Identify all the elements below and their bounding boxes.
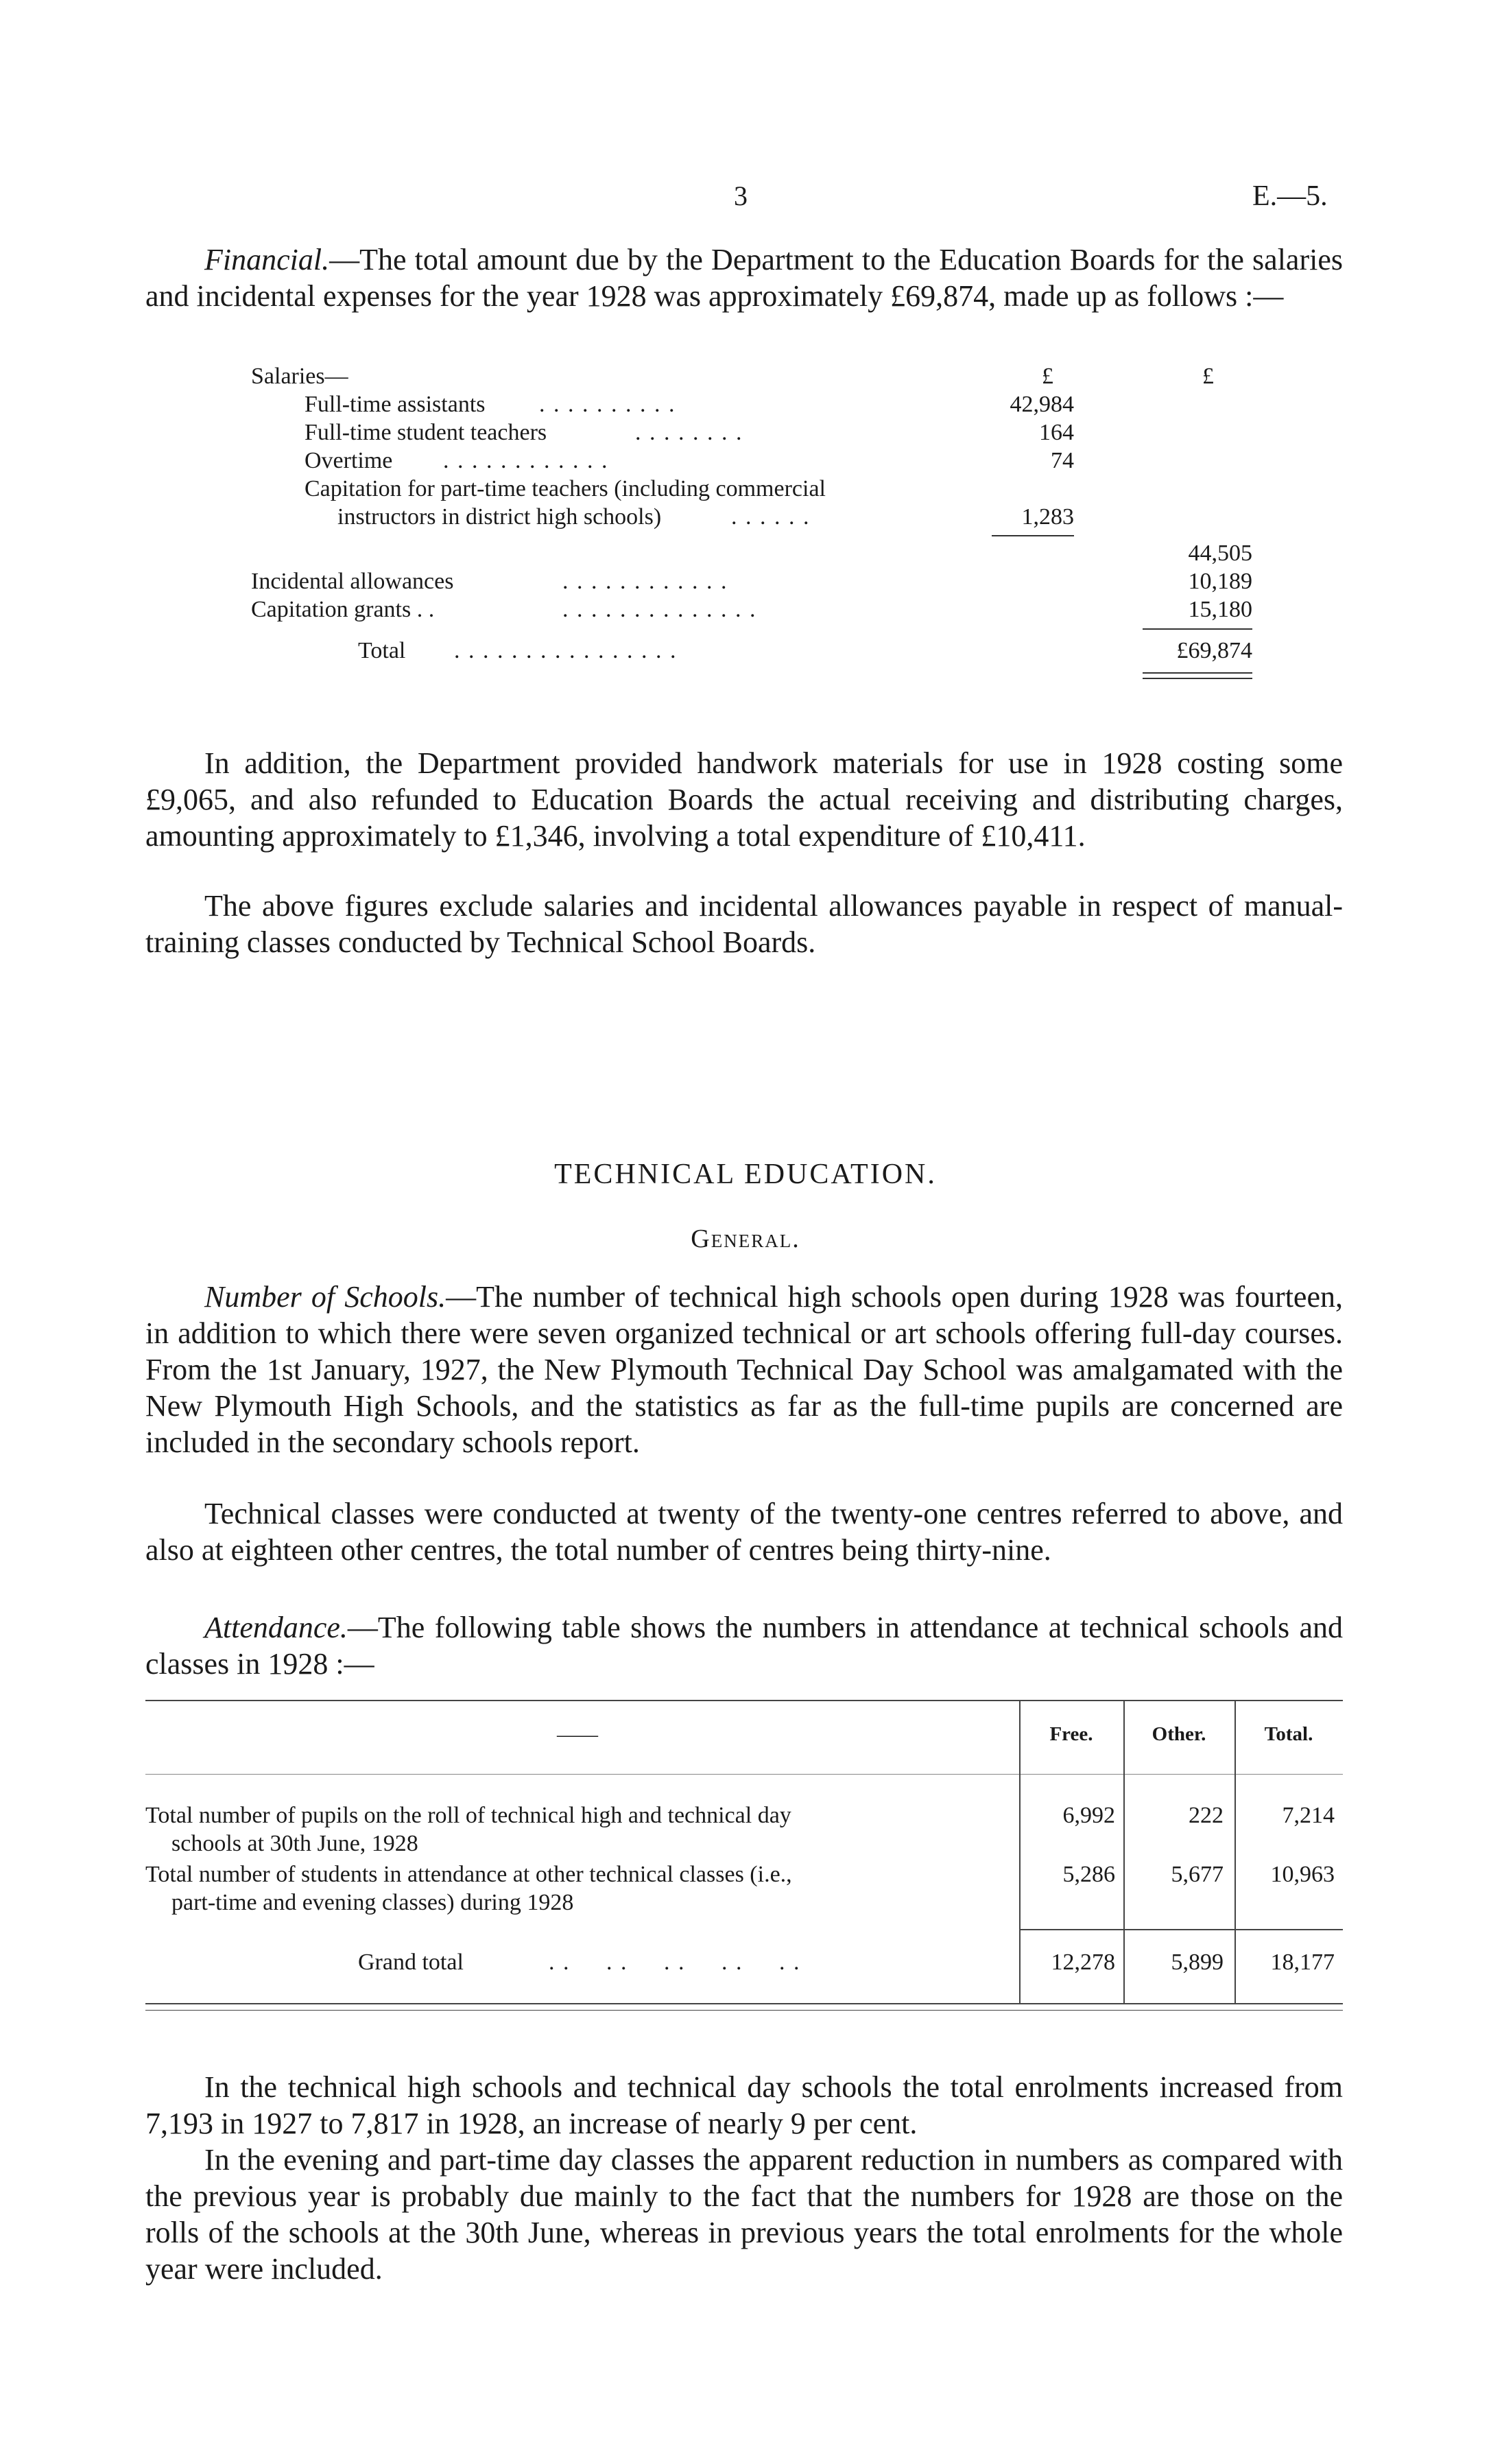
fin-row-value: 42,984: [1010, 392, 1074, 417]
fin-row-total: [251, 637, 1252, 665]
capitation-line1: Capitation for part-time teachers (including commercial: [305, 476, 826, 501]
row1-other: 222: [1189, 1803, 1224, 1828]
classes-paragraph: Technical classes were conducted at twenty of the twenty-one centres referred to above, and also at eighteen other centres, the total number of centres being thirty-nine.: [145, 1497, 1343, 1567]
fin-row-label: Full-time assistants: [305, 392, 486, 417]
capgrants-dots: . . . . . . . . . . . . . .: [562, 597, 757, 622]
evening-paragraph: In the evening and part-time day classes the apparent reduction in numbers as compared with the previous year is probably due mainly to the fact that the numbers for 1928 are those on the rolls of the schools at the 30th June, whereas in previous years the total enrolments for the whole year were included.: [145, 2143, 1343, 2286]
fin-row-full-time-assistants: [251, 390, 1252, 418]
total-value: £69,874: [1176, 638, 1252, 663]
fin-row-label: Overtime: [305, 448, 393, 473]
total-double-rule-2: [1143, 678, 1252, 679]
grand-total-total: 18,177: [1270, 1950, 1335, 1975]
table-header-rule: [145, 1774, 1343, 1775]
capgrants-label: Capitation grants . .: [251, 597, 435, 622]
total-top-rule: [1143, 628, 1252, 630]
fin-row-dots: . . . . . . . . . .: [539, 392, 676, 417]
fin-row-student-teachers: [251, 418, 1252, 447]
incidental-dots: . . . . . . . . . . . .: [562, 569, 728, 594]
section-title: TECHNICAL EDUCATION.: [554, 1159, 937, 1190]
table-bottom-rule-2: [145, 2010, 1343, 2011]
row2-total: 10,963: [1270, 1862, 1335, 1887]
financial-paragraph: [145, 241, 1343, 314]
fin-row-dots: . . . . . . . .: [635, 420, 743, 445]
grand-total-other: 5,899: [1171, 1950, 1224, 1975]
addition-paragraph: In addition, the Department provided handwork materials for use in 1928 costing some £9,065, and also refunded to Education Boards the actual receiving and distributing charges, amounting approximately to £1,346, involving a total expenditure of £10,411.: [145, 746, 1343, 853]
capitation-value: 1,283: [1021, 504, 1074, 530]
fin-row-incidental: [251, 567, 1252, 595]
report-code: E.—5.: [1252, 180, 1328, 212]
row2-other: 5,677: [1171, 1862, 1224, 1887]
attendance-text: —The following table shows the numbers in attendance at technical schools and classes in 1928 :—: [145, 1611, 1343, 1681]
currency-col2: £: [1202, 364, 1214, 389]
financial-table: [251, 362, 1252, 685]
exclude-paragraph: The above figures exclude salaries and incidental allowances payable in respect of manual-training classes conducted by Technical School Boards.: [145, 889, 1343, 959]
fin-row-overtime: [251, 447, 1252, 475]
grand-total-label: Grand total: [358, 1950, 464, 1975]
incidental-value: 10,189: [1188, 569, 1252, 594]
fin-row-label: Full-time student teachers: [305, 420, 547, 445]
schools-text: —The number of technical high schools open during 1928 was fourteen, in addition to which there were seven organized technical or art schools offering full-day courses. From the 1st January, 1927, the New Plymouth Technical Day School was amalgamated with the New Plymouth High Schools, and the statistics as far as the full-time pupils are concerned are included in the secondary schools report.: [145, 1280, 1343, 1459]
table-grandtotal-rule: [1019, 1929, 1343, 1930]
row1-free: 6,992: [1062, 1803, 1115, 1828]
financial-text: —The total amount due by the Department to the Education Boards for the salaries and incidental expenses for the year 1928 was approximately £69,874, made up as follows :—: [145, 243, 1343, 313]
total-label: Total: [358, 638, 406, 663]
fin-row-dots: . . . . . . . . . . . .: [443, 448, 609, 473]
grand-total-dots: . . . . . . . . . .: [549, 1950, 801, 1975]
fin-row-value: 74: [1051, 448, 1074, 473]
section-subtitle: General.: [691, 1224, 800, 1253]
total-double-rule-1: [1143, 672, 1252, 674]
table-header-total: Total.: [1264, 1723, 1313, 1745]
row2-free: 5,286: [1062, 1862, 1115, 1887]
fin-row-capitation: [251, 475, 1252, 503]
incidental-label: Incidental allowances: [251, 569, 454, 594]
attendance-heading: Attendance.: [204, 1611, 348, 1644]
capitation-line2: instructors in district high schools): [337, 504, 662, 530]
salaries-label: Salaries—: [251, 364, 348, 389]
grand-total-free: 12,278: [1051, 1950, 1115, 1975]
total-dots: . . . . . . . . . . . . . . . .: [454, 638, 678, 663]
fin-row-capitation-grants: [251, 595, 1252, 624]
table-header-blank: ——: [557, 1723, 598, 1746]
schools-heading: Number of Schools.: [204, 1280, 446, 1314]
table-header-other: Other.: [1152, 1723, 1206, 1745]
capitation-dots: . . . . . .: [731, 504, 811, 530]
table-header-free: Free.: [1049, 1723, 1093, 1745]
row1-label-line2: schools at 30th June, 1928: [171, 1831, 418, 1856]
row1-total: 7,214: [1282, 1803, 1335, 1828]
capgrants-value: 15,180: [1188, 597, 1252, 622]
table-row-label: [145, 1860, 1011, 1917]
financial-heading: Financial.: [204, 243, 330, 276]
salaries-subtotal: 44,505: [1188, 541, 1252, 566]
row1-label-line1: Total number of pupils on the roll of technical high and technical day: [145, 1803, 791, 1828]
page-number: 3: [734, 180, 748, 211]
currency-col1: £: [1042, 364, 1053, 389]
table-row-label: [145, 1801, 1011, 1858]
fin-row-value: 164: [1039, 420, 1074, 445]
table-bottom-rule-1: [145, 2003, 1343, 2004]
attendance-paragraph: [145, 1609, 1343, 1682]
row2-label-line2: part-time and evening classes) during 1928: [171, 1890, 574, 1915]
row2-label-line1: Total number of students in attendance at other technical classes (i.e.,: [145, 1862, 792, 1887]
table-top-rule: [145, 1700, 1343, 1701]
enrolments-paragraph: In the technical high schools and technical day schools the total enrolments increased from 7,193 in 1927 to 7,817 in 1928, an increase of nearly 9 per cent.: [145, 2070, 1343, 2140]
subtotal-rule: [992, 535, 1074, 536]
schools-paragraph: [145, 1279, 1343, 1460]
